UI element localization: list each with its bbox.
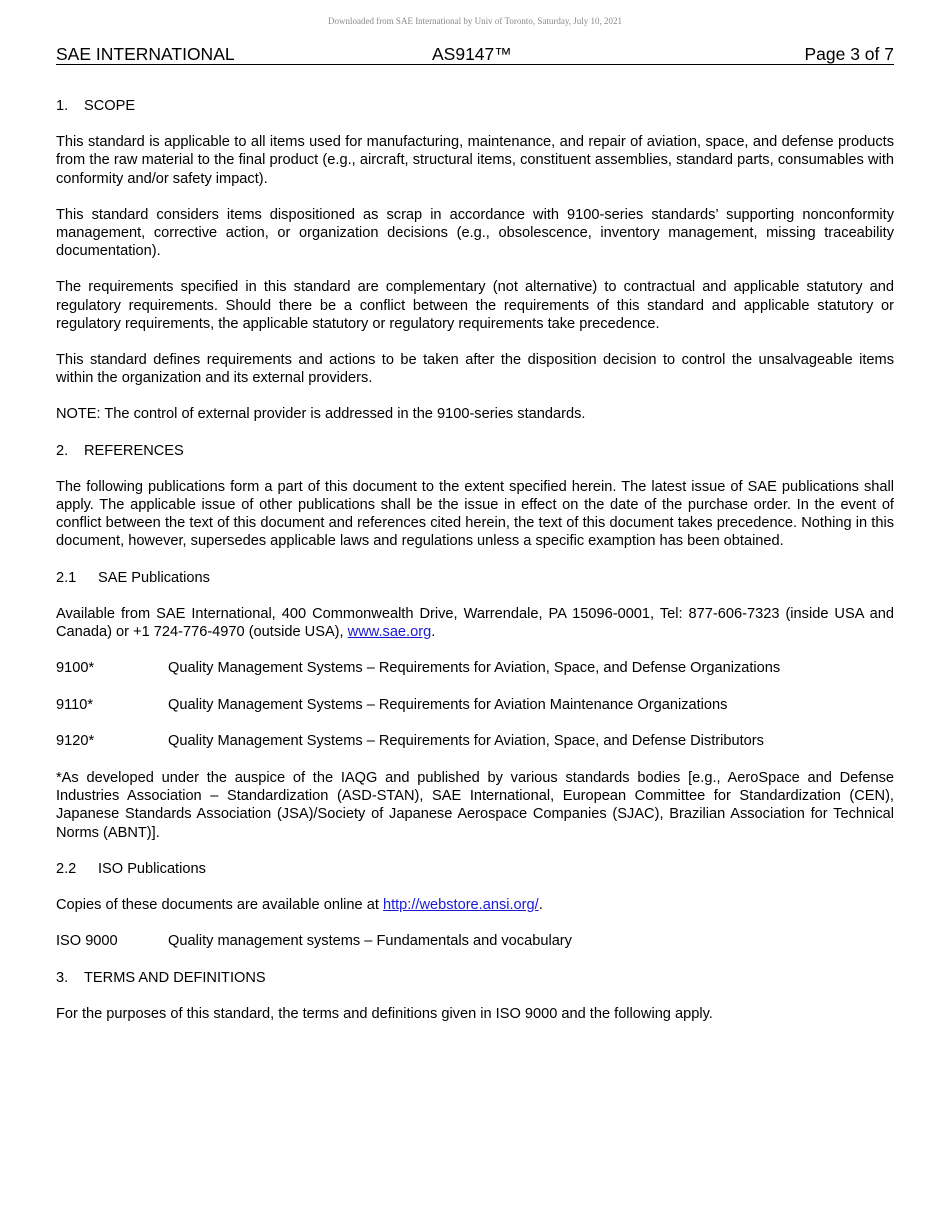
- sae-availability: [56, 605, 894, 641]
- iso-availability-text: Copies of these documents are available online at: [56, 897, 383, 914]
- section-number: 3.: [56, 969, 69, 986]
- scope-paragraph-1: This standard is applicable to all items used for manufacturing, maintenance, and repair of aviation, space, and defense products from the raw material to the final product (e.g., aircraft, structural items, constituent assemblies, standard parts, consumables with conformity and/or safety impact).: [56, 134, 894, 187]
- section-number: 1.: [56, 98, 69, 114]
- section-2-heading: [56, 442, 894, 460]
- section-1-heading: [56, 97, 894, 115]
- reference-code: 9120*: [56, 733, 95, 750]
- header-doc-number: AS9147™: [432, 44, 512, 64]
- link-period: .: [538, 897, 543, 914]
- link-period: .: [431, 624, 436, 641]
- reference-row: [56, 732, 894, 750]
- section-title: TERMS AND DEFINITIONS: [84, 969, 266, 986]
- reference-title: Quality management systems – Fundamentals and vocabulary: [168, 933, 572, 950]
- reference-row: [56, 932, 894, 950]
- section-2-1-heading: [56, 569, 894, 587]
- section-number: 2.2: [56, 860, 77, 877]
- header-org: SAE INTERNATIONAL: [56, 44, 235, 64]
- section-title: SCOPE: [84, 98, 136, 114]
- sae-availability-text: Available from SAE International, 400 Commonwealth Drive, Warrendale, PA 15096-0001, Tel: 877-606-7323 (inside USA and Canada) or +1 724-776-4970 (outside USA),: [56, 605, 894, 641]
- ansi-webstore-link[interactable]: http://webstore.ansi.org/: [382, 897, 539, 914]
- iso-availability: [56, 896, 894, 914]
- reference-code: 9110*: [56, 696, 94, 713]
- document-body: [56, 97, 894, 1041]
- header-page-number: Page 3 of 7: [804, 44, 894, 64]
- section-title: REFERENCES: [84, 442, 184, 459]
- sae-website-link[interactable]: www.sae.org: [347, 624, 432, 641]
- reference-title: Quality Management Systems – Requirements for Aviation, Space, and Defense Organizations: [168, 660, 781, 677]
- scope-paragraph-2: This standard considers items dispositioned as scrap in accordance with 9100-series standards’ supporting nonconformity management, corrective action, or organization decisions (e.g., obsolescence, inventory management, missing traceability documentation).: [56, 206, 894, 260]
- page-header: [56, 44, 894, 65]
- section-title: ISO Publications: [98, 860, 206, 877]
- section-number: 2.: [56, 442, 69, 459]
- section-number: 2.1: [56, 569, 77, 586]
- section-title: SAE Publications: [98, 569, 210, 586]
- download-watermark: Downloaded from SAE International by Univ of Toronto, Saturday, July 10, 2021: [327, 16, 623, 26]
- references-paragraph: The following publications form a part of this document to the extent specified herein. The latest issue of SAE publications shall apply. The applicable issue of other publications shall be the issue in effect on the date of the purchase order. In the event of conflict between the text of this document and references cited herein, the text of this document takes precedence. Nothing in this document, however, supersedes applicable laws and regulations unless a specific examption has been obtained.: [56, 478, 894, 550]
- reference-title: Quality Management Systems – Requirements for Aviation, Space, and Defense Distributors: [168, 733, 764, 750]
- scope-note: NOTE: The control of external provider is addressed in the 9100-series standards.: [56, 406, 586, 423]
- terms-paragraph: For the purposes of this standard, the terms and definitions given in ISO 9000 and the following apply.: [56, 1006, 713, 1023]
- reference-code: ISO 9000: [56, 933, 118, 950]
- scope-paragraph-4: This standard defines requirements and actions to be taken after the disposition decision to control the unsalvageable items within the organization and its external providers.: [56, 352, 894, 387]
- reference-row: [56, 659, 894, 677]
- reference-row: [56, 696, 894, 714]
- scope-paragraph-3: The requirements specified in this standard are complementary (not alternative) to contractual and applicable statutory and regulatory requirements. Should there be a conflict between the requirements of this standard and applicable statutory or regulatory requirements, the applicable statutory or regulatory requirements take precedence.: [56, 279, 894, 332]
- section-3-heading: [56, 969, 894, 987]
- reference-code: 9100*: [56, 660, 95, 677]
- section-2-2-heading: [56, 860, 894, 878]
- iaqg-footnote: *As developed under the auspice of the IAQG and published by various standards bodies [e.g., AeroSpace and Defense Industries Association – Standardization (ASD-STAN), SAE International, European Committee for Standardization (CEN), Japanese Standards Association (JSA)/Society of Japanese Aerospace Companies (SJAC), Brazilian Association for Technical Norms (ABNT)].: [56, 770, 894, 841]
- reference-title: Quality Management Systems – Requirements for Aviation Maintenance Organizations: [168, 696, 728, 713]
